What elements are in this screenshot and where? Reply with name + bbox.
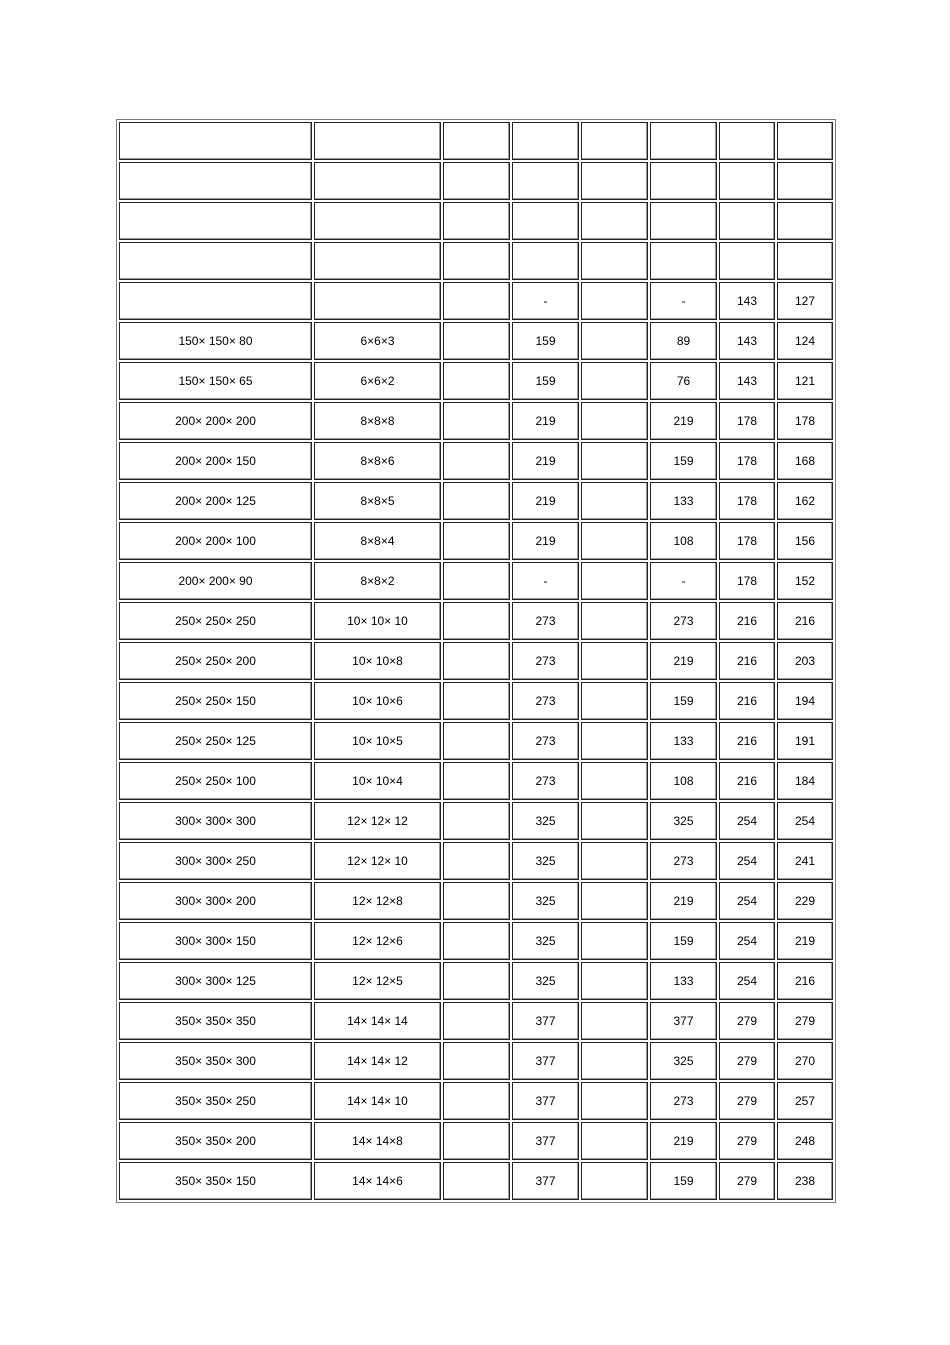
table-cell <box>581 122 648 160</box>
table-cell: - <box>650 562 717 600</box>
table-cell <box>443 802 510 840</box>
table-cell: 254 <box>719 842 775 880</box>
table-cell <box>443 682 510 720</box>
table-row <box>119 882 833 920</box>
table-cell <box>581 482 648 520</box>
table-cell: 8×8×5 <box>314 482 441 520</box>
table-row <box>119 842 833 880</box>
table-cell: 350× 350× 300 <box>119 1042 312 1080</box>
table-cell: 325 <box>512 882 579 920</box>
table-cell: 325 <box>650 802 717 840</box>
table-cell: 12× 12×5 <box>314 962 441 1000</box>
table-cell: 325 <box>512 842 579 880</box>
table-cell: 273 <box>650 1082 717 1120</box>
table-cell <box>443 122 510 160</box>
table-cell: 254 <box>719 922 775 960</box>
table-cell: 270 <box>777 1042 833 1080</box>
table-cell: 279 <box>719 1082 775 1120</box>
table-cell: 216 <box>719 642 775 680</box>
table-cell <box>119 122 312 160</box>
table-cell: 300× 300× 125 <box>119 962 312 1000</box>
table-row <box>119 1002 833 1040</box>
table-cell: 350× 350× 250 <box>119 1082 312 1120</box>
table-cell: 250× 250× 200 <box>119 642 312 680</box>
table-cell: 219 <box>512 522 579 560</box>
table-cell: 14× 14× 10 <box>314 1082 441 1120</box>
table-cell: 108 <box>650 522 717 560</box>
table-cell: 325 <box>512 802 579 840</box>
table-cell <box>581 402 648 440</box>
table-cell: 273 <box>512 602 579 640</box>
table-cell: 377 <box>512 1002 579 1040</box>
table-cell <box>119 202 312 240</box>
table-cell: 178 <box>719 522 775 560</box>
table-cell: 200× 200× 90 <box>119 562 312 600</box>
table-cell: 108 <box>650 762 717 800</box>
table-cell: 216 <box>777 962 833 1000</box>
table-cell <box>581 322 648 360</box>
table-cell: 203 <box>777 642 833 680</box>
table-cell: 216 <box>719 682 775 720</box>
table-cell: 159 <box>512 362 579 400</box>
table-cell: 200× 200× 200 <box>119 402 312 440</box>
table-cell: 12× 12× 12 <box>314 802 441 840</box>
table-row <box>119 602 833 640</box>
table-cell: 178 <box>719 482 775 520</box>
table-cell: 279 <box>719 1122 775 1160</box>
table-cell: 216 <box>777 602 833 640</box>
table-cell: 150× 150× 80 <box>119 322 312 360</box>
table-cell <box>443 1162 510 1200</box>
table-cell: 216 <box>719 762 775 800</box>
table-cell: 10× 10×5 <box>314 722 441 760</box>
table-cell <box>314 242 441 280</box>
table-cell <box>581 762 648 800</box>
table-cell: 8×8×2 <box>314 562 441 600</box>
table-row <box>119 1082 833 1120</box>
table-cell <box>443 402 510 440</box>
table-cell: 178 <box>719 442 775 480</box>
table-cell: 219 <box>650 882 717 920</box>
table-cell <box>650 122 717 160</box>
table-cell: 8×8×4 <box>314 522 441 560</box>
table-cell <box>443 922 510 960</box>
table-cell: 300× 300× 150 <box>119 922 312 960</box>
table-cell: 14× 14×8 <box>314 1122 441 1160</box>
table-cell: 12× 12× 10 <box>314 842 441 880</box>
table-cell: 6×6×2 <box>314 362 441 400</box>
table-cell: 273 <box>512 762 579 800</box>
table-row <box>119 522 833 560</box>
table-cell: 178 <box>719 402 775 440</box>
table-cell <box>443 1002 510 1040</box>
table-cell: 273 <box>650 602 717 640</box>
table-row <box>119 562 833 600</box>
table-cell <box>581 882 648 920</box>
table-cell: 10× 10×4 <box>314 762 441 800</box>
table-cell <box>777 202 833 240</box>
table-cell: 159 <box>650 442 717 480</box>
table-cell: 250× 250× 250 <box>119 602 312 640</box>
table-cell <box>581 1122 648 1160</box>
table-cell: 156 <box>777 522 833 560</box>
table-cell: 127 <box>777 282 833 320</box>
table-cell: 159 <box>650 682 717 720</box>
table-cell <box>581 962 648 1000</box>
table-cell <box>581 1082 648 1120</box>
table-cell: - <box>650 282 717 320</box>
table-cell: 133 <box>650 962 717 1000</box>
table-cell <box>443 602 510 640</box>
table-cell: 273 <box>512 722 579 760</box>
table-cell <box>719 242 775 280</box>
table-cell: - <box>512 562 579 600</box>
table-cell: 219 <box>512 402 579 440</box>
table-cell: 254 <box>719 962 775 1000</box>
table-cell <box>581 442 648 480</box>
table-cell: 143 <box>719 362 775 400</box>
table-cell: 219 <box>512 442 579 480</box>
table-row <box>119 442 833 480</box>
table-cell: 250× 250× 125 <box>119 722 312 760</box>
table-cell: 254 <box>719 802 775 840</box>
table-cell: 273 <box>512 682 579 720</box>
table-cell: 377 <box>512 1122 579 1160</box>
table-cell: 300× 300× 200 <box>119 882 312 920</box>
table-row <box>119 1162 833 1200</box>
table-cell: 273 <box>650 842 717 880</box>
table-cell: 10× 10× 10 <box>314 602 441 640</box>
spec-table-body <box>119 122 833 1200</box>
table-cell <box>443 442 510 480</box>
table-cell: - <box>512 282 579 320</box>
table-cell: 238 <box>777 1162 833 1200</box>
table-cell <box>581 522 648 560</box>
table-cell <box>581 922 648 960</box>
table-row <box>119 322 833 360</box>
table-cell <box>512 242 579 280</box>
table-row <box>119 962 833 1000</box>
table-row <box>119 762 833 800</box>
table-row <box>119 1122 833 1160</box>
table-cell <box>581 802 648 840</box>
table-cell: 178 <box>777 402 833 440</box>
table-cell: 14× 14× 14 <box>314 1002 441 1040</box>
table-cell <box>443 162 510 200</box>
table-cell <box>719 122 775 160</box>
table-row <box>119 682 833 720</box>
table-cell: 124 <box>777 322 833 360</box>
table-cell <box>119 162 312 200</box>
table-cell <box>719 162 775 200</box>
table-cell: 219 <box>777 922 833 960</box>
table-cell: 300× 300× 250 <box>119 842 312 880</box>
table-cell: 279 <box>719 1162 775 1200</box>
table-cell: 273 <box>512 642 579 680</box>
table-cell: 257 <box>777 1082 833 1120</box>
table-cell <box>512 162 579 200</box>
table-row <box>119 1042 833 1080</box>
table-cell <box>512 122 579 160</box>
table-cell: 76 <box>650 362 717 400</box>
table-cell: 241 <box>777 842 833 880</box>
table-cell: 89 <box>650 322 717 360</box>
table-cell <box>119 242 312 280</box>
table-cell: 184 <box>777 762 833 800</box>
table-cell <box>581 1042 648 1080</box>
table-row <box>119 122 833 160</box>
table-cell: 377 <box>512 1042 579 1080</box>
table-cell <box>443 482 510 520</box>
table-cell <box>443 1122 510 1160</box>
table-cell <box>777 122 833 160</box>
table-cell: 254 <box>777 802 833 840</box>
table-cell: 162 <box>777 482 833 520</box>
table-cell: 159 <box>650 922 717 960</box>
table-cell <box>581 642 648 680</box>
spec-table <box>116 119 836 1203</box>
table-cell <box>443 202 510 240</box>
table-cell: 12× 12×8 <box>314 882 441 920</box>
table-cell <box>777 242 833 280</box>
table-cell: 219 <box>650 642 717 680</box>
table-cell: 191 <box>777 722 833 760</box>
table-cell: 250× 250× 100 <box>119 762 312 800</box>
table-cell: 229 <box>777 882 833 920</box>
table-cell: 14× 14×6 <box>314 1162 441 1200</box>
table-cell: 219 <box>650 1122 717 1160</box>
table-cell <box>777 162 833 200</box>
table-cell: 8×8×6 <box>314 442 441 480</box>
table-cell <box>650 202 717 240</box>
table-row <box>119 202 833 240</box>
table-cell <box>443 762 510 800</box>
table-cell <box>650 162 717 200</box>
table-cell: 178 <box>719 562 775 600</box>
table-cell: 350× 350× 350 <box>119 1002 312 1040</box>
table-cell: 150× 150× 65 <box>119 362 312 400</box>
table-cell: 6×6×3 <box>314 322 441 360</box>
table-row <box>119 802 833 840</box>
table-cell <box>581 682 648 720</box>
table-cell <box>314 202 441 240</box>
table-cell: 143 <box>719 282 775 320</box>
table-cell: 325 <box>650 1042 717 1080</box>
table-cell: 200× 200× 100 <box>119 522 312 560</box>
table-cell <box>512 202 579 240</box>
table-cell <box>443 322 510 360</box>
table-cell: 159 <box>650 1162 717 1200</box>
table-cell <box>443 362 510 400</box>
table-row <box>119 282 833 320</box>
table-cell <box>719 202 775 240</box>
table-cell <box>581 1002 648 1040</box>
table-cell: 159 <box>512 322 579 360</box>
table-cell <box>443 642 510 680</box>
table-cell <box>581 202 648 240</box>
table-cell: 194 <box>777 682 833 720</box>
table-cell <box>443 282 510 320</box>
table-cell: 350× 350× 150 <box>119 1162 312 1200</box>
table-row <box>119 922 833 960</box>
table-cell: 219 <box>512 482 579 520</box>
table-cell: 279 <box>719 1002 775 1040</box>
table-cell <box>443 882 510 920</box>
table-cell <box>443 722 510 760</box>
table-cell: 216 <box>719 722 775 760</box>
table-cell <box>314 162 441 200</box>
spec-table-container <box>116 119 834 1203</box>
table-cell <box>314 122 441 160</box>
table-cell: 143 <box>719 322 775 360</box>
table-cell: 254 <box>719 882 775 920</box>
table-cell: 133 <box>650 482 717 520</box>
table-cell <box>443 562 510 600</box>
table-row <box>119 722 833 760</box>
table-cell: 8×8×8 <box>314 402 441 440</box>
table-row <box>119 242 833 280</box>
table-row <box>119 642 833 680</box>
table-cell <box>443 522 510 560</box>
table-cell <box>119 282 312 320</box>
table-cell <box>650 242 717 280</box>
table-cell <box>443 1042 510 1080</box>
table-cell <box>581 362 648 400</box>
table-cell: 168 <box>777 442 833 480</box>
table-cell: 10× 10×8 <box>314 642 441 680</box>
table-cell: 279 <box>777 1002 833 1040</box>
table-cell <box>581 842 648 880</box>
table-cell <box>443 242 510 280</box>
table-cell: 216 <box>719 602 775 640</box>
table-cell: 219 <box>650 402 717 440</box>
table-cell: 250× 250× 150 <box>119 682 312 720</box>
table-cell: 377 <box>512 1162 579 1200</box>
table-cell <box>581 722 648 760</box>
table-row <box>119 402 833 440</box>
table-row <box>119 162 833 200</box>
table-cell: 200× 200× 150 <box>119 442 312 480</box>
table-cell <box>581 282 648 320</box>
table-cell: 121 <box>777 362 833 400</box>
table-cell <box>581 602 648 640</box>
table-cell: 14× 14× 12 <box>314 1042 441 1080</box>
table-cell: 133 <box>650 722 717 760</box>
table-cell <box>443 1082 510 1120</box>
table-row <box>119 482 833 520</box>
table-cell <box>443 962 510 1000</box>
table-cell <box>443 842 510 880</box>
table-cell: 12× 12×6 <box>314 922 441 960</box>
table-cell: 300× 300× 300 <box>119 802 312 840</box>
table-cell: 325 <box>512 922 579 960</box>
table-row <box>119 362 833 400</box>
table-cell <box>581 562 648 600</box>
table-cell <box>314 282 441 320</box>
table-cell: 377 <box>512 1082 579 1120</box>
table-cell: 152 <box>777 562 833 600</box>
table-cell: 10× 10×6 <box>314 682 441 720</box>
table-cell: 248 <box>777 1122 833 1160</box>
table-cell <box>581 1162 648 1200</box>
table-cell <box>581 242 648 280</box>
table-cell <box>581 162 648 200</box>
table-cell: 325 <box>512 962 579 1000</box>
table-cell: 279 <box>719 1042 775 1080</box>
table-cell: 377 <box>650 1002 717 1040</box>
table-cell: 200× 200× 125 <box>119 482 312 520</box>
table-cell: 350× 350× 200 <box>119 1122 312 1160</box>
